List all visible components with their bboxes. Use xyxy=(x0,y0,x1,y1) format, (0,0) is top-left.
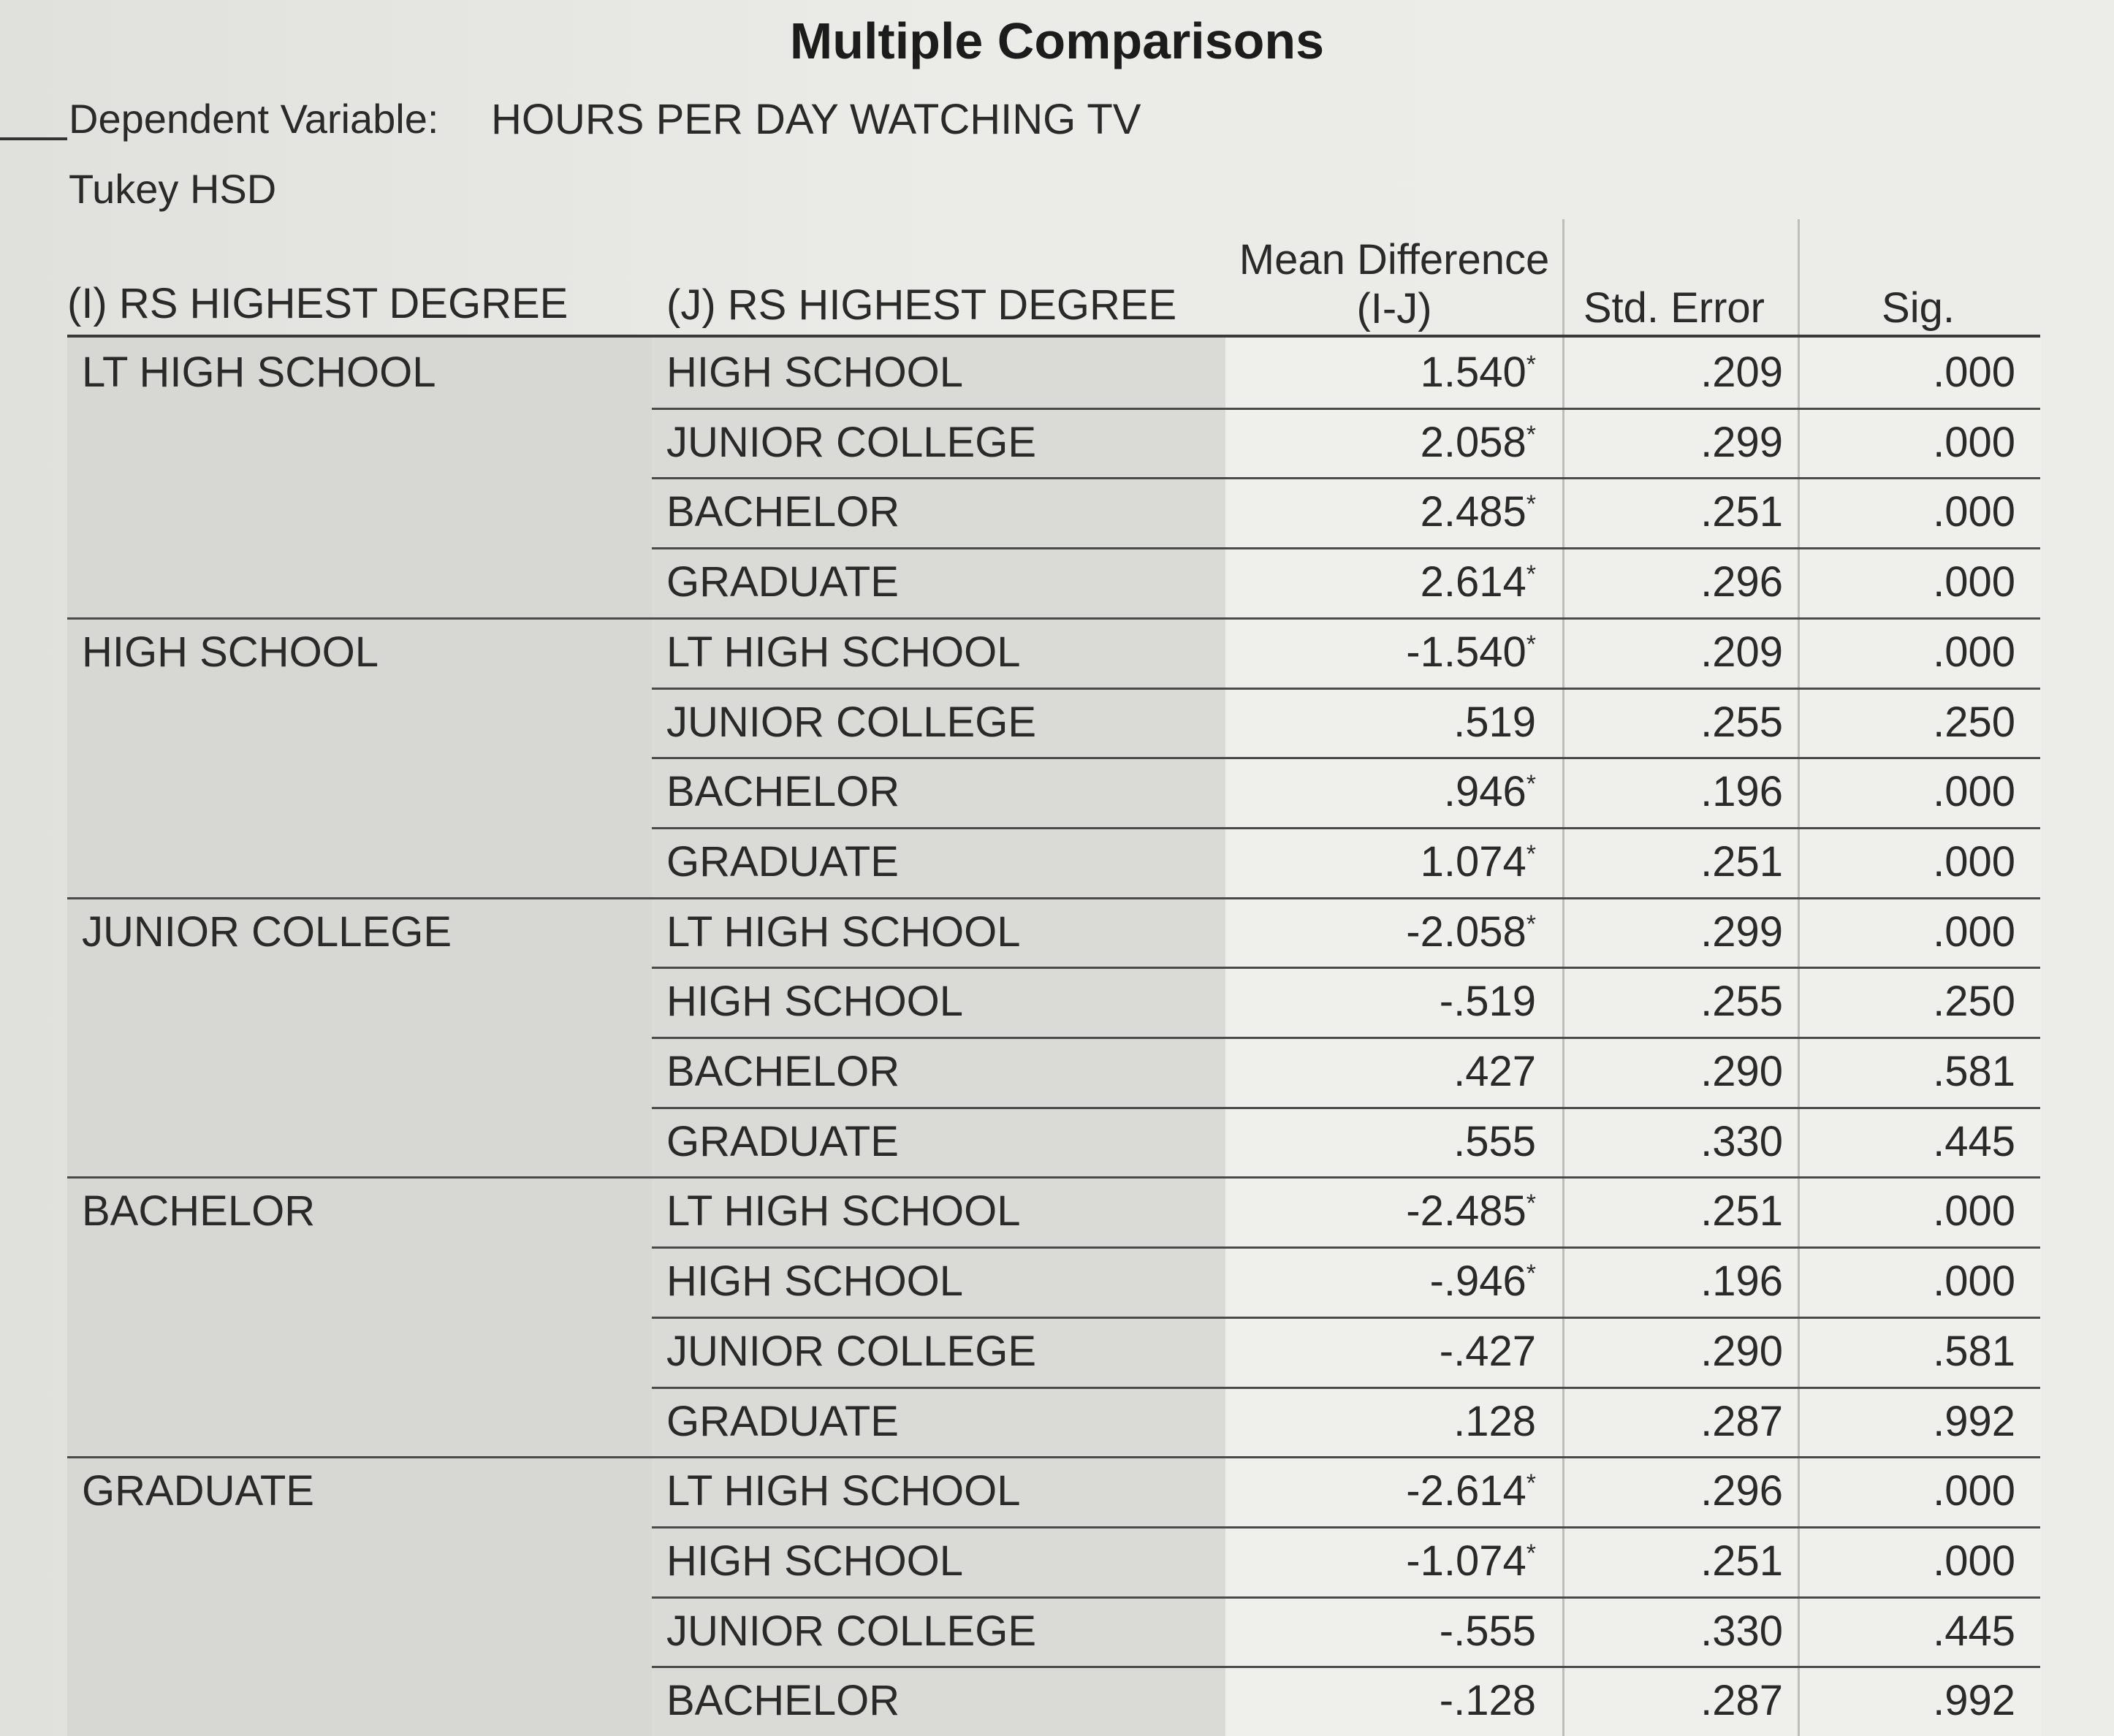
cell-sig[interactable]: .000 xyxy=(1933,1467,2015,1515)
mean-difference-value: -.555 xyxy=(1439,1607,1536,1655)
row-separator xyxy=(652,1666,2040,1668)
cell-std-error[interactable]: .290 xyxy=(1700,1048,1783,1095)
mean-difference-value: -1.074 xyxy=(1406,1537,1526,1585)
cell-std-error[interactable]: .287 xyxy=(1700,1677,1783,1725)
cell-j-degree[interactable]: LT HIGH SCHOOL xyxy=(666,1467,1021,1515)
mean-difference-value: 1.540 xyxy=(1420,349,1526,396)
cell-std-error[interactable]: .196 xyxy=(1700,768,1783,816)
table-row[interactable] xyxy=(0,1456,2114,1526)
significance-star: * xyxy=(1526,1260,1536,1288)
cell-sig[interactable]: .000 xyxy=(1933,349,2015,396)
table-row[interactable] xyxy=(0,1176,2114,1246)
cell-j-degree[interactable]: BACHELOR xyxy=(666,1048,900,1095)
table-row[interactable] xyxy=(0,408,2114,478)
header-mean-difference-line2: (I-J) xyxy=(1356,285,1432,332)
cell-std-error[interactable]: .299 xyxy=(1700,907,1783,956)
table-title: Multiple Comparisons xyxy=(789,12,1325,69)
mean-difference-value: -2.485 xyxy=(1406,1187,1526,1236)
significance-star: * xyxy=(1526,490,1536,519)
row-separator xyxy=(652,477,2040,479)
row-separator xyxy=(67,617,2040,620)
row-separator xyxy=(652,1037,2040,1039)
cell-sig[interactable]: .992 xyxy=(1933,1677,2015,1725)
mean-difference-value: -1.540 xyxy=(1406,628,1526,676)
table-row[interactable] xyxy=(0,1107,2114,1177)
row-separator xyxy=(652,1107,2040,1109)
row-separator xyxy=(67,897,2040,899)
cell-mean-difference[interactable] xyxy=(1235,698,1536,747)
cell-i-degree[interactable]: BACHELOR xyxy=(82,1187,316,1236)
significance-star: * xyxy=(1526,1469,1536,1498)
cell-mean-difference[interactable] xyxy=(1235,767,1536,816)
row-separator xyxy=(67,1176,2040,1179)
cell-std-error[interactable]: .251 xyxy=(1700,837,1783,886)
cell-j-degree[interactable]: GRADUATE xyxy=(666,1397,899,1445)
header-sig[interactable]: Sig. xyxy=(1882,284,1955,332)
significance-star: * xyxy=(1526,770,1536,799)
dependent-variable-label: Dependent Variable: xyxy=(69,96,439,142)
table-row[interactable] xyxy=(0,757,2114,827)
cell-j-degree[interactable]: BACHELOR xyxy=(666,1677,900,1725)
cell-std-error[interactable]: .209 xyxy=(1700,349,1783,396)
mean-difference-value: 2.485 xyxy=(1420,488,1526,536)
cell-j-degree[interactable]: HIGH SCHOOL xyxy=(666,978,964,1026)
cell-j-degree[interactable]: LT HIGH SCHOOL xyxy=(666,907,1021,956)
row-separator xyxy=(652,1246,2040,1249)
table-row[interactable] xyxy=(0,1246,2114,1317)
significance-star: * xyxy=(1526,1539,1536,1567)
mean-difference-value: -.427 xyxy=(1439,1327,1536,1375)
cell-std-error[interactable]: .255 xyxy=(1700,978,1783,1026)
cell-j-degree[interactable]: GRADUATE xyxy=(666,837,899,886)
table-row[interactable] xyxy=(0,338,2114,408)
cell-std-error[interactable]: .196 xyxy=(1700,1257,1783,1306)
significance-star: * xyxy=(1526,560,1536,589)
cell-i-degree[interactable]: JUNIOR COLLEGE xyxy=(82,907,452,956)
table-row[interactable] xyxy=(0,1037,2114,1107)
cell-i-degree[interactable]: LT HIGH SCHOOL xyxy=(82,349,436,396)
mean-difference-value: .946 xyxy=(1443,768,1526,816)
table-row[interactable] xyxy=(0,477,2114,547)
cell-sig[interactable]: .445 xyxy=(1933,1607,2015,1655)
row-separator xyxy=(652,1387,2040,1389)
mean-difference-value: -2.614 xyxy=(1406,1467,1526,1515)
mean-difference-value: 1.074 xyxy=(1420,837,1526,886)
mean-difference-value: -.946 xyxy=(1429,1257,1526,1306)
cell-mean-difference[interactable] xyxy=(1235,487,1536,536)
table-row[interactable] xyxy=(0,897,2114,967)
mean-difference-value: .519 xyxy=(1453,698,1536,746)
cell-sig[interactable]: .445 xyxy=(1933,1117,2015,1165)
cell-mean-difference[interactable] xyxy=(1235,1676,1536,1725)
table-row[interactable] xyxy=(0,547,2114,617)
cell-sig[interactable]: .000 xyxy=(1933,1187,2015,1236)
cell-sig[interactable]: .250 xyxy=(1933,698,2015,746)
cell-mean-difference[interactable] xyxy=(1235,1047,1536,1096)
cell-sig[interactable]: .250 xyxy=(1933,978,2015,1026)
cell-j-degree[interactable]: HIGH SCHOOL xyxy=(666,1257,964,1306)
significance-star: * xyxy=(1526,630,1536,658)
cell-j-degree[interactable]: JUNIOR COLLEGE xyxy=(666,418,1036,466)
mean-difference-value: .427 xyxy=(1453,1048,1536,1095)
cell-std-error[interactable]: .255 xyxy=(1700,698,1783,746)
cell-std-error[interactable]: .330 xyxy=(1700,1607,1783,1655)
cell-mean-difference[interactable] xyxy=(1235,1187,1536,1236)
cell-sig[interactable]: .000 xyxy=(1933,768,2015,816)
cell-mean-difference[interactable] xyxy=(1235,1397,1536,1446)
cell-i-degree[interactable]: GRADUATE xyxy=(82,1467,314,1515)
cell-mean-difference[interactable] xyxy=(1235,1117,1536,1166)
cell-j-degree[interactable]: HIGH SCHOOL xyxy=(666,1537,964,1585)
table-row[interactable] xyxy=(0,1526,2114,1596)
cell-mean-difference[interactable] xyxy=(1235,1466,1536,1515)
cell-mean-difference[interactable] xyxy=(1235,837,1536,886)
row-separator xyxy=(652,408,2040,410)
cell-sig[interactable]: .000 xyxy=(1933,837,2015,886)
cell-mean-difference[interactable] xyxy=(1235,1257,1536,1306)
significance-star: * xyxy=(1526,840,1536,868)
output-rule xyxy=(0,137,67,140)
cell-mean-difference[interactable] xyxy=(1235,557,1536,606)
cell-std-error[interactable]: .251 xyxy=(1700,488,1783,536)
cell-std-error[interactable]: .290 xyxy=(1700,1327,1783,1375)
cell-sig[interactable]: .000 xyxy=(1933,1257,2015,1306)
table-row[interactable] xyxy=(0,827,2114,897)
cell-sig[interactable]: .000 xyxy=(1933,558,2015,606)
cell-j-degree[interactable]: BACHELOR xyxy=(666,768,900,816)
header-mean-difference[interactable] xyxy=(1228,235,1561,333)
cell-mean-difference[interactable] xyxy=(1235,1607,1536,1656)
cell-std-error[interactable]: .299 xyxy=(1700,418,1783,466)
cell-sig[interactable]: .581 xyxy=(1933,1327,2015,1375)
dependent-variable-value: HOURS PER DAY WATCHING TV xyxy=(491,96,1141,143)
cell-mean-difference[interactable] xyxy=(1235,1327,1536,1376)
cell-std-error[interactable]: .251 xyxy=(1700,1537,1783,1585)
cell-std-error[interactable]: .296 xyxy=(1700,1467,1783,1515)
cell-std-error[interactable]: .330 xyxy=(1700,1117,1783,1165)
cell-sig[interactable]: .000 xyxy=(1933,1537,2015,1585)
cell-sig[interactable]: .000 xyxy=(1933,488,2015,536)
cell-j-degree[interactable]: JUNIOR COLLEGE xyxy=(666,698,1036,746)
mean-difference-value: 2.058 xyxy=(1420,418,1526,466)
table-row[interactable] xyxy=(0,688,2114,758)
significance-star: * xyxy=(1526,1189,1536,1218)
row-separator xyxy=(652,1526,2040,1528)
cell-sig[interactable]: .000 xyxy=(1933,628,2015,676)
cell-j-degree[interactable]: JUNIOR COLLEGE xyxy=(666,1327,1036,1375)
row-separator xyxy=(652,547,2040,549)
method-label: Tukey HSD xyxy=(69,166,277,212)
mean-difference-value: .128 xyxy=(1453,1397,1536,1445)
cell-std-error[interactable]: .287 xyxy=(1700,1397,1783,1445)
row-separator xyxy=(652,1317,2040,1319)
header-std-error[interactable]: Std. Error xyxy=(1583,284,1765,332)
cell-j-degree[interactable]: GRADUATE xyxy=(666,1117,899,1165)
cell-j-degree[interactable]: LT HIGH SCHOOL xyxy=(666,628,1021,676)
table-row[interactable] xyxy=(0,967,2114,1037)
significance-star: * xyxy=(1526,910,1536,938)
row-separator xyxy=(652,827,2040,829)
cell-std-error[interactable]: .296 xyxy=(1700,558,1783,606)
table-row[interactable] xyxy=(0,617,2114,688)
cell-std-error[interactable]: .209 xyxy=(1700,628,1783,676)
cell-mean-difference[interactable] xyxy=(1235,1537,1536,1585)
cell-sig[interactable]: .000 xyxy=(1933,907,2015,956)
cell-mean-difference[interactable] xyxy=(1235,977,1536,1026)
table-row[interactable] xyxy=(0,1317,2114,1387)
row-separator xyxy=(67,1456,2040,1458)
cell-j-degree[interactable]: BACHELOR xyxy=(666,488,900,536)
mean-difference-value: 2.614 xyxy=(1420,558,1526,606)
table-row[interactable] xyxy=(0,1666,2114,1736)
table-row[interactable] xyxy=(0,1387,2114,1457)
mean-difference-value: -.128 xyxy=(1439,1677,1536,1725)
cell-sig[interactable]: .581 xyxy=(1933,1048,2015,1095)
mean-difference-value: -2.058 xyxy=(1406,907,1526,956)
cell-mean-difference[interactable] xyxy=(1235,907,1536,956)
significance-star: * xyxy=(1526,351,1536,378)
cell-j-degree[interactable]: LT HIGH SCHOOL xyxy=(666,1187,1021,1236)
row-separator xyxy=(652,1596,2040,1599)
row-separator xyxy=(652,967,2040,969)
cell-mean-difference[interactable] xyxy=(1235,628,1536,677)
header-i[interactable]: (I) RS HIGHEST DEGREE xyxy=(67,280,569,327)
cell-sig[interactable]: .000 xyxy=(1933,418,2015,466)
header-j[interactable]: (J) RS HIGHEST DEGREE xyxy=(666,281,1177,329)
header-mean-difference-line1: Mean Difference xyxy=(1239,236,1550,283)
cell-mean-difference[interactable] xyxy=(1235,348,1536,397)
cell-j-degree[interactable]: HIGH SCHOOL xyxy=(666,349,964,396)
cell-mean-difference[interactable] xyxy=(1235,418,1536,467)
cell-j-degree[interactable]: JUNIOR COLLEGE xyxy=(666,1607,1036,1655)
mean-difference-value: -.519 xyxy=(1439,978,1536,1026)
row-separator xyxy=(652,757,2040,759)
cell-sig[interactable]: .992 xyxy=(1933,1397,2015,1445)
cell-j-degree[interactable]: GRADUATE xyxy=(666,558,899,606)
significance-star: * xyxy=(1526,420,1536,449)
cell-std-error[interactable]: .251 xyxy=(1700,1187,1783,1236)
cell-i-degree[interactable]: HIGH SCHOOL xyxy=(82,628,379,676)
row-separator xyxy=(652,688,2040,690)
table-row[interactable] xyxy=(0,1596,2114,1667)
mean-difference-value: .555 xyxy=(1453,1117,1536,1165)
